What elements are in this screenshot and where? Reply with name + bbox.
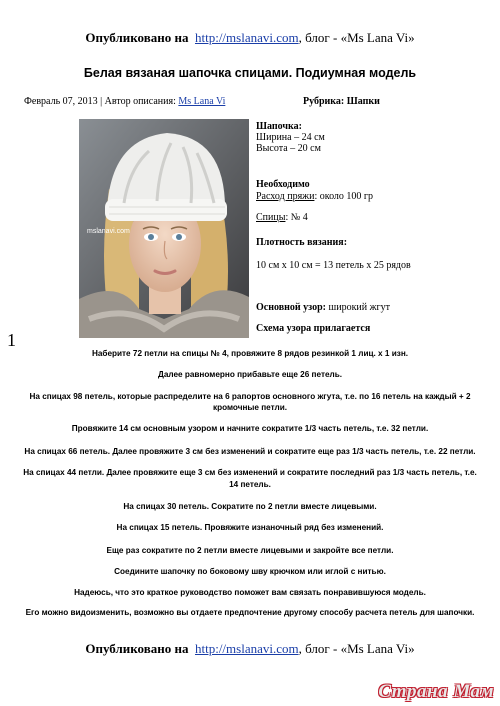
model-photo: [79, 119, 249, 338]
date-author-label: Февраль 07, 2013 | Автор описания:: [24, 96, 179, 107]
instruction-line: На спицах 98 петель, которые распределите на 6 рапортов основного жгута, т.е. по 16 петель на каждый + 2: [29, 392, 471, 401]
density-value: 10 см х 10 см = 13 петель х 25 рядов: [256, 260, 411, 271]
needles-label: Спицы: [256, 212, 286, 223]
instruction-line: Еще раз сократите по 2 петли вместе лицевыми и закройте все петли.: [106, 546, 394, 555]
hat-height: Высота – 20 см: [256, 143, 321, 154]
instruction-line: На спицах 30 петель. Сократите по 2 петли вместе лицевыми.: [123, 502, 377, 511]
yarn-line: [256, 191, 373, 202]
blog-name: , блог - «Ms Lana Vi»: [298, 30, 415, 45]
site-link[interactable]: http://mslanavi.com: [194, 30, 299, 45]
pattern-line: [256, 302, 390, 313]
published-footer: [0, 641, 500, 657]
instruction-line: кромочные петли.: [212, 403, 288, 412]
density-label: Плотность вязания:: [256, 237, 348, 248]
footer-site-link[interactable]: http://mslanavi.com: [194, 641, 299, 656]
instruction-line: Наберите 72 петли на спицы № 4, провяжите 8 рядов резинкой 1 лиц. х 1 изн.: [91, 349, 409, 358]
instruction-line: Его можно видоизменить, возможно вы отдаете предпочтение другому способу расчета петель для шапочки.: [25, 608, 475, 617]
author-link[interactable]: Ms Lana Vi: [178, 96, 226, 107]
instruction-line: 14 петель.: [229, 480, 271, 489]
published-prefix: Опубликовано на: [85, 30, 189, 45]
rubric-label: Рубрика: Шапки: [303, 96, 380, 107]
needles-line: [256, 212, 308, 223]
pattern-label: Основной узор:: [256, 302, 327, 313]
pattern-value: широкий жгут: [326, 302, 391, 313]
needed-label: Необходимо: [256, 179, 310, 190]
article-title: Белая вязаная шапочка спицами. Подиумная модель: [83, 66, 417, 80]
yarn-value: : около 100 гр: [314, 191, 374, 202]
footer-blog-name: , блог - «Ms Lana Vi»: [298, 641, 415, 656]
specs-block: [256, 121, 325, 154]
published-prefix: Опубликовано на: [85, 641, 189, 656]
instruction-line: Надеюсь, что это краткое руководство поможет вам связать понравившуюся модель.: [74, 588, 426, 597]
instruction-line: На спицах 44 петли. Далее провяжите еще 3 см без изменений и сократите последний раз 1/3 часть петель, т.е.: [23, 468, 477, 477]
instruction-line: На спицах 15 петель. Провяжите изнаночный ряд без изменений.: [116, 523, 384, 532]
yarn-label: Расход пряжи: [256, 191, 315, 202]
hat-label: Шапочка:: [256, 121, 302, 132]
instruction-line: На спицах 66 петель. Далее провяжите 3 см без изменений и сократите еще раз 1/3 часть петель, т.е. 22 петли.: [24, 447, 476, 456]
instruction-line: Провяжите 14 см основным узором и начните сократите 1/3 часть петель, т.е. 32 петли.: [71, 424, 429, 433]
photo-watermark: mslanavi.com: [87, 228, 130, 235]
instruction-line: Далее равномерно прибавьте еще 26 петель.: [157, 370, 343, 379]
hat-width: Ширина – 24 см: [256, 132, 325, 143]
page-number: 1: [7, 330, 16, 350]
needles-value: : № 4: [285, 212, 308, 223]
published-header: [0, 30, 500, 46]
strana-mam-logo: Страна Мам: [378, 681, 494, 702]
instruction-line: Соедините шапочку по боковому шву крючком или иглой с нитью.: [114, 567, 386, 576]
article-meta: [24, 96, 225, 107]
scheme-note: Схема узора прилагается: [256, 323, 371, 334]
